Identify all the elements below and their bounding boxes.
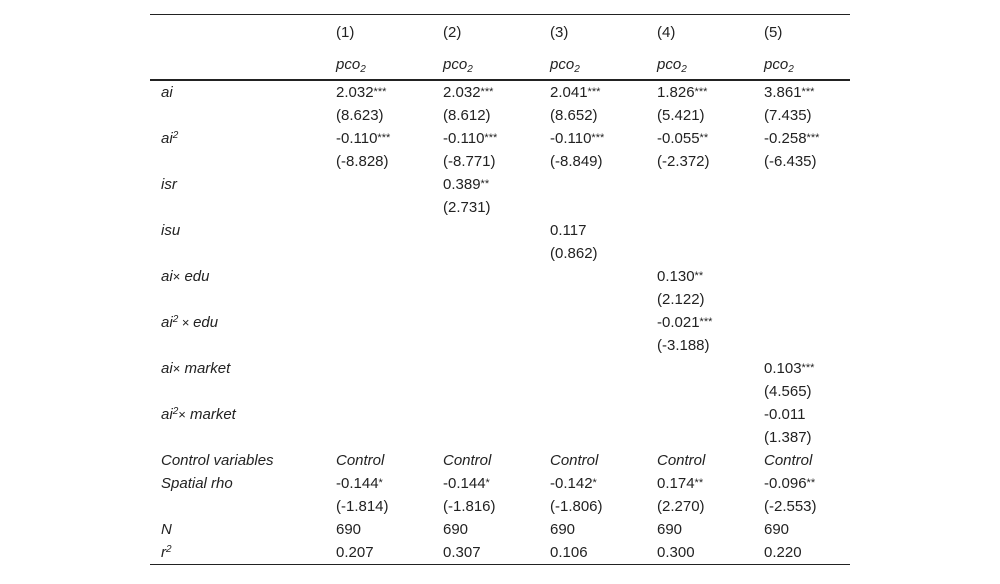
table-cell (550, 150, 657, 173)
table-row (150, 449, 850, 472)
cell-value: (7.435) (764, 107, 812, 124)
cell-value: 1.826 (657, 84, 695, 101)
table-row (150, 495, 850, 518)
table-row (150, 150, 850, 173)
dependent-variable-label (550, 51, 657, 79)
table-cell (336, 380, 443, 403)
header-col-5: (5) (764, 24, 783, 41)
table-cell (443, 380, 550, 403)
table-cell (443, 449, 550, 472)
table-cell (550, 242, 657, 265)
row-label-text: Control variables (161, 452, 274, 469)
table-cell (550, 357, 657, 380)
row-label-text: isu (161, 222, 181, 239)
header-col-2: (2) (443, 24, 462, 41)
table-cell (764, 311, 860, 334)
cell-value: Control (336, 452, 385, 469)
table-cell (550, 219, 657, 242)
cell-value: Control (764, 452, 813, 469)
cell-value: 0.389 (443, 176, 481, 193)
cell-value: (-1.816) (443, 498, 496, 515)
table-cell (657, 150, 764, 173)
interaction-times-symbol: × (172, 361, 181, 376)
table-cell (336, 472, 443, 495)
significance-stars: *** (699, 316, 713, 328)
cell-value: 2.032 (443, 84, 481, 101)
table-cell (657, 196, 764, 219)
table-cell (764, 104, 860, 127)
row-label-interaction-term: edu (180, 268, 210, 285)
table-row (150, 173, 850, 196)
row-label-interaction-term: market (185, 406, 236, 423)
cell-value: 2.032 (336, 84, 374, 101)
row-label (150, 403, 336, 426)
table-row (150, 288, 850, 311)
table-cell (550, 288, 657, 311)
row-label-interaction-term: market (180, 360, 231, 377)
cell-value: -0.110 (336, 130, 378, 147)
row-label (150, 449, 336, 472)
table-cell (764, 449, 860, 472)
table-cell (764, 518, 860, 541)
table-cell (443, 518, 550, 541)
cell-value: 0.106 (550, 544, 588, 561)
row-label-text: isr (161, 176, 177, 193)
table-cell (336, 219, 443, 242)
table-cell (550, 380, 657, 403)
cell-value: (-2.372) (657, 153, 710, 170)
cell-value: (2.122) (657, 291, 705, 308)
table-row (150, 541, 850, 564)
table-cell (657, 219, 764, 242)
cell-value: (-1.814) (336, 498, 389, 515)
table-row (150, 104, 850, 127)
table-cell (764, 541, 860, 564)
table-cell (550, 472, 657, 495)
table-cell (764, 127, 860, 150)
table-cell (550, 334, 657, 357)
table-cell (550, 81, 657, 104)
dependent-variable-label (336, 51, 443, 79)
cell-value: 0.103 (764, 360, 802, 377)
row-label (150, 265, 336, 288)
table-cell (764, 150, 860, 173)
row-label (150, 541, 336, 564)
table-row (150, 334, 850, 357)
dependent-variable-subscript: 2 (360, 64, 366, 75)
row-label-interaction-term: edu (193, 314, 219, 331)
significance-stars: ** (694, 270, 704, 282)
table-cell (443, 104, 550, 127)
table-cell (336, 81, 443, 104)
table-cell (336, 334, 443, 357)
cell-value: (-2.553) (764, 498, 817, 515)
table-cell (550, 495, 657, 518)
table-row (150, 242, 850, 265)
header-col-1: (1) (336, 24, 355, 41)
table-row (150, 311, 850, 334)
dependent-variable-label (657, 51, 764, 79)
table-cell (336, 426, 443, 449)
table-cell (764, 403, 860, 426)
table-cell (443, 127, 550, 150)
table-row (150, 518, 850, 541)
table-cell (336, 403, 443, 426)
cell-value: (2.270) (657, 498, 705, 515)
significance-stars: *** (377, 132, 391, 144)
table-row (150, 403, 850, 426)
table-cell (336, 196, 443, 219)
row-label (150, 81, 336, 104)
cell-value: (4.565) (764, 383, 812, 400)
table-cell (657, 311, 764, 334)
cell-value: (-3.188) (657, 337, 710, 354)
table-row (150, 265, 850, 288)
table-cell (443, 357, 550, 380)
table-row (150, 127, 850, 150)
cell-value: (8.623) (336, 107, 384, 124)
table-row (150, 426, 850, 449)
header-empty-cell (150, 15, 336, 51)
table-cell (336, 173, 443, 196)
table-cell (336, 242, 443, 265)
table-cell (550, 403, 657, 426)
row-label-text: ai (161, 314, 173, 331)
table-cell (657, 242, 764, 265)
row-label (150, 380, 336, 403)
cell-value: 0.307 (443, 544, 481, 561)
table-cell (657, 173, 764, 196)
table-cell (657, 449, 764, 472)
dependent-variable-label (764, 51, 860, 79)
significance-stars: *** (480, 86, 494, 98)
significance-stars: *** (801, 362, 815, 374)
table-cell (764, 219, 860, 242)
cell-value: -0.110 (550, 130, 592, 147)
row-label-superscript: 2 (172, 406, 179, 417)
table-row (150, 380, 850, 403)
cell-value: Control (550, 452, 599, 469)
row-label-text: ai (161, 406, 173, 423)
cell-value: 0.117 (550, 222, 587, 239)
table-cell (443, 219, 550, 242)
cell-value: 690 (657, 521, 683, 538)
cell-value: -0.110 (443, 130, 485, 147)
dependent-variable-base: pco (657, 56, 682, 73)
table-cell (336, 311, 443, 334)
row-label-superscript: 2 (166, 544, 172, 555)
cell-value: (2.731) (443, 199, 491, 216)
cell-value: (-8.828) (336, 153, 389, 170)
row-label (150, 150, 336, 173)
table-cell (657, 127, 764, 150)
row-label-text: ai (161, 268, 173, 285)
row-label (150, 311, 336, 334)
table-cell (764, 196, 860, 219)
table-cell (443, 495, 550, 518)
table-cell (657, 541, 764, 564)
table-row (150, 196, 850, 219)
row-label (150, 196, 336, 219)
table-row (150, 219, 850, 242)
header-row-model-numbers (150, 15, 850, 51)
table-cell (443, 541, 550, 564)
significance-stars: *** (484, 132, 498, 144)
cell-value: (-8.849) (550, 153, 603, 170)
cell-value: -0.021 (657, 314, 700, 331)
row-label-text: ai (161, 84, 173, 101)
significance-stars: *** (587, 86, 601, 98)
table-cell (443, 334, 550, 357)
cell-value: 0.174 (657, 475, 695, 492)
cell-value: 690 (764, 521, 790, 538)
cell-value: (1.387) (764, 429, 812, 446)
cell-value: -0.144 (336, 475, 379, 492)
table-cell (336, 150, 443, 173)
dependent-variable-label (443, 51, 550, 79)
table-cell (443, 311, 550, 334)
significance-stars: ** (699, 132, 709, 144)
significance-stars: *** (591, 132, 605, 144)
cell-value: 3.861 (764, 84, 802, 101)
row-label (150, 242, 336, 265)
row-label (150, 518, 336, 541)
row-label-text: N (161, 521, 172, 538)
table-cell (550, 541, 657, 564)
cell-value: (-1.806) (550, 498, 603, 515)
cell-value: (-8.771) (443, 153, 496, 170)
table-cell (443, 265, 550, 288)
table-cell (657, 518, 764, 541)
dependent-variable-subscript: 2 (574, 64, 580, 75)
dependent-variable-subscript: 2 (467, 64, 473, 75)
table-cell (657, 495, 764, 518)
table-cell (657, 380, 764, 403)
cell-value: 690 (336, 521, 362, 538)
table-cell (336, 288, 443, 311)
row-label-text: ai (161, 360, 173, 377)
table-cell (336, 449, 443, 472)
cell-value: -0.096 (764, 475, 807, 492)
cell-value: -0.144 (443, 475, 486, 492)
row-label-text: r (161, 544, 166, 561)
table-cell (657, 334, 764, 357)
cell-value: (5.421) (657, 107, 705, 124)
row-label (150, 219, 336, 242)
table-cell (336, 265, 443, 288)
table-cell (336, 127, 443, 150)
table-cell (764, 380, 860, 403)
table-cell (657, 104, 764, 127)
table-cell (657, 472, 764, 495)
significance-stars: *** (373, 86, 387, 98)
table-cell (336, 541, 443, 564)
dependent-variable-base: pco (443, 56, 468, 73)
dependent-variable-subscript: 2 (681, 64, 687, 75)
table-cell (764, 288, 860, 311)
row-label-text: ai (161, 130, 173, 147)
table-cell (550, 173, 657, 196)
row-label-superscript: 2 (172, 130, 179, 141)
table-row (150, 81, 850, 104)
dependent-variable-subscript: 2 (788, 64, 794, 75)
interaction-times-symbol: × (178, 315, 194, 330)
table-cell (764, 81, 860, 104)
interaction-times-symbol: × (178, 407, 186, 422)
bottom-rule (150, 564, 850, 565)
table-cell (336, 357, 443, 380)
table-cell (336, 104, 443, 127)
significance-stars: *** (694, 86, 708, 98)
table-cell (443, 426, 550, 449)
table-cell (550, 311, 657, 334)
cell-value: 0.130 (657, 268, 695, 285)
table-body (150, 81, 850, 564)
table-cell (764, 472, 860, 495)
table-cell (764, 173, 860, 196)
cell-value: (0.862) (550, 245, 598, 262)
table-cell (443, 173, 550, 196)
table-cell (657, 357, 764, 380)
header-col-3: (3) (550, 24, 569, 41)
table-cell (443, 288, 550, 311)
header-row-dependent-variable (150, 51, 850, 79)
cell-value: (8.612) (443, 107, 491, 124)
row-label (150, 288, 336, 311)
table-cell (764, 495, 860, 518)
significance-stars: *** (806, 132, 820, 144)
cell-value: Control (443, 452, 492, 469)
cell-value: 0.207 (336, 544, 374, 561)
table-cell (550, 127, 657, 150)
table-cell (764, 242, 860, 265)
cell-value: Control (657, 452, 706, 469)
significance-stars: *** (801, 86, 815, 98)
interaction-times-symbol: × (172, 269, 181, 284)
table-row (150, 357, 850, 380)
row-label (150, 357, 336, 380)
cell-value: -0.142 (550, 475, 593, 492)
header-empty-cell (150, 51, 336, 79)
table-cell (550, 104, 657, 127)
significance-stars: * (592, 477, 597, 489)
row-label (150, 173, 336, 196)
header-col-4: (4) (657, 24, 676, 41)
table-cell (443, 81, 550, 104)
table-cell (550, 196, 657, 219)
table-cell (764, 265, 860, 288)
table-cell (657, 265, 764, 288)
row-label (150, 472, 336, 495)
significance-stars: ** (806, 477, 816, 489)
table-row (150, 472, 850, 495)
regression-table (150, 14, 850, 565)
table-cell (443, 196, 550, 219)
table-cell (550, 518, 657, 541)
row-label (150, 127, 336, 150)
table-cell (443, 150, 550, 173)
table-cell (657, 81, 764, 104)
table-cell (764, 334, 860, 357)
significance-stars: ** (480, 178, 490, 190)
table-cell (764, 357, 860, 380)
cell-value: -0.258 (764, 130, 807, 147)
row-label (150, 334, 336, 357)
table-cell (550, 426, 657, 449)
row-label (150, 426, 336, 449)
dependent-variable-base: pco (764, 56, 789, 73)
cell-value: 690 (443, 521, 469, 538)
table-cell (550, 265, 657, 288)
row-label (150, 104, 336, 127)
row-label-superscript: 2 (172, 314, 179, 325)
significance-stars: * (378, 477, 383, 489)
table-cell (764, 426, 860, 449)
cell-value: 0.220 (764, 544, 802, 561)
significance-stars: * (485, 477, 490, 489)
cell-value: -0.055 (657, 130, 700, 147)
cell-value: 0.300 (657, 544, 695, 561)
table-cell (336, 495, 443, 518)
table-cell (443, 403, 550, 426)
row-label-text: Spatial rho (161, 475, 233, 492)
cell-value: (-6.435) (764, 153, 817, 170)
row-label (150, 495, 336, 518)
cell-value: -0.011 (764, 406, 806, 423)
cell-value: 2.041 (550, 84, 588, 101)
dependent-variable-base: pco (336, 56, 361, 73)
significance-stars: ** (694, 477, 704, 489)
table-cell (336, 518, 443, 541)
table-cell (657, 426, 764, 449)
table-cell (550, 449, 657, 472)
cell-value: 690 (550, 521, 576, 538)
table-cell (443, 242, 550, 265)
cell-value: (8.652) (550, 107, 598, 124)
table-cell (443, 472, 550, 495)
table-cell (657, 288, 764, 311)
dependent-variable-base: pco (550, 56, 575, 73)
table-cell (657, 403, 764, 426)
